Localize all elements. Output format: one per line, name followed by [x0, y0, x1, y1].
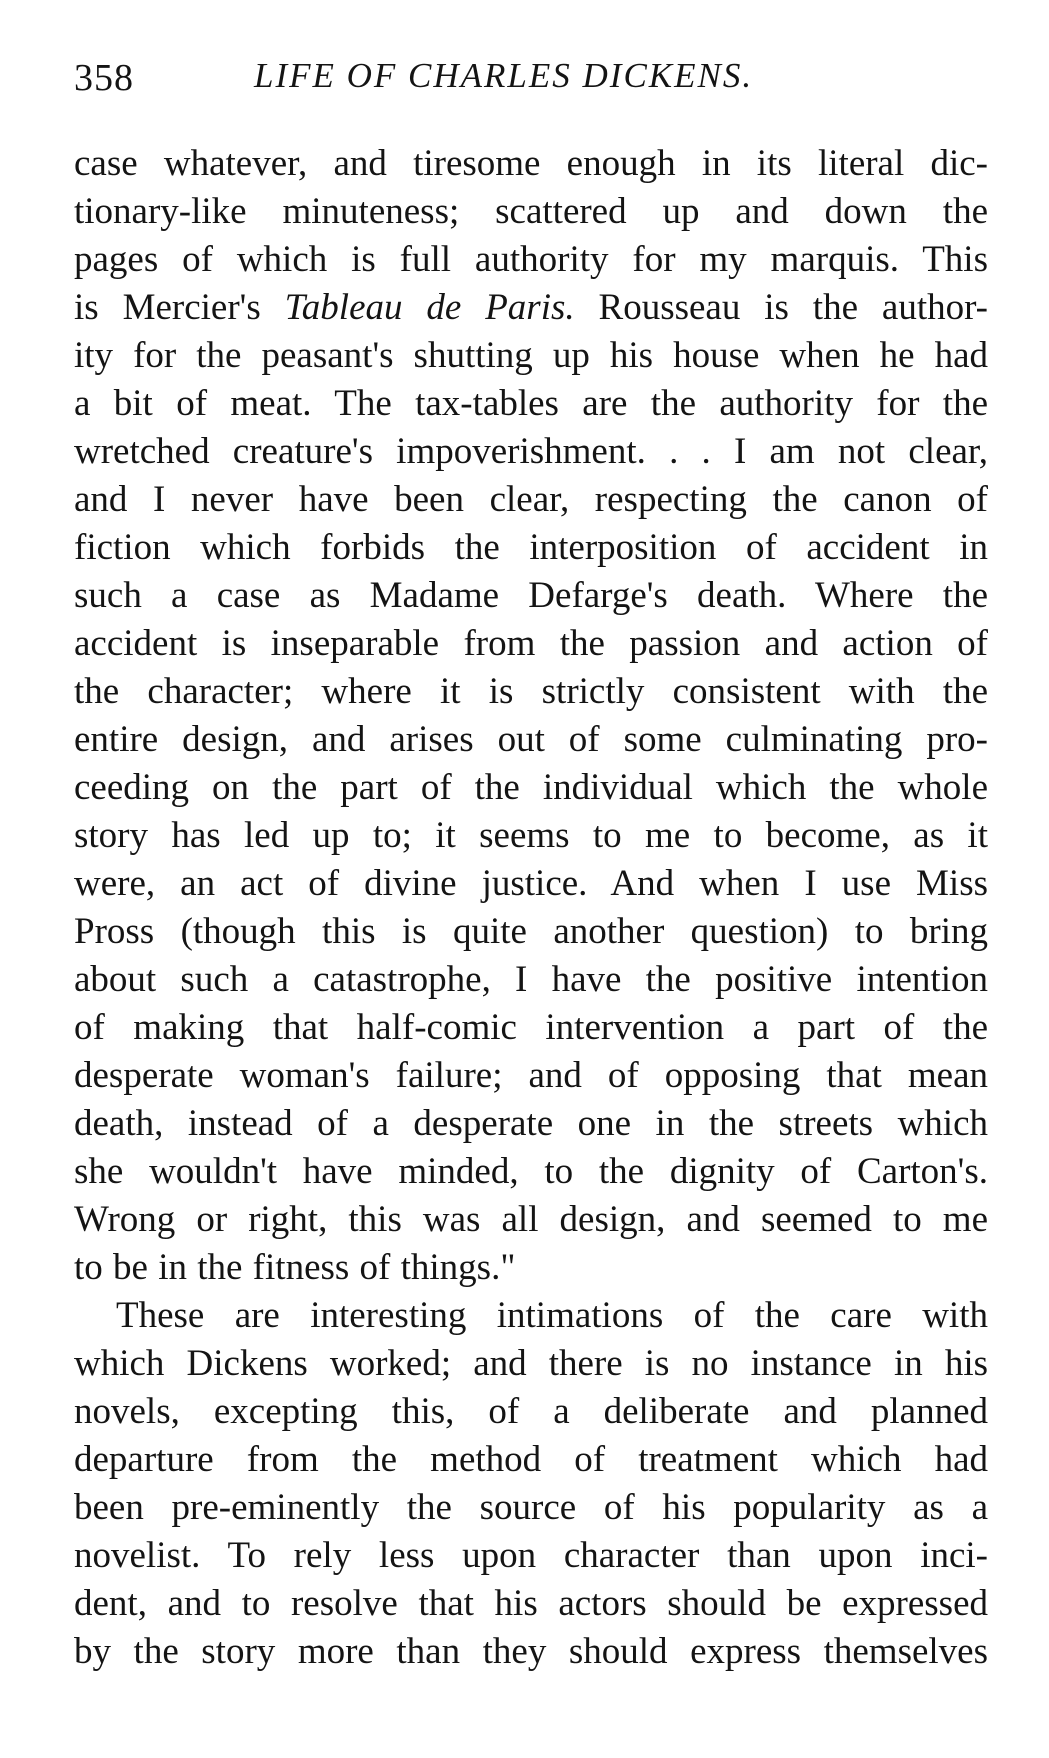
- text-line: and I never have been clear, respecting the canon of: [74, 479, 988, 520]
- text-line: such a case as Madame Defarge's death. Where the: [74, 575, 988, 616]
- text-segment: is Mercier's: [74, 287, 285, 328]
- text-line: a bit of meat. The tax-tables are the authority for the: [74, 383, 988, 424]
- text-line: Wrong or right, this was all design, and seemed to me: [74, 1199, 988, 1240]
- page-header: [74, 56, 994, 104]
- text-line: tionary-like minuteness; scattered up and down the: [74, 191, 988, 232]
- text-segment: Rousseau is the author-: [574, 287, 989, 328]
- text-line: dent, and to resolve that his actors should be expressed: [74, 1583, 988, 1624]
- text-line: about such a catastrophe, I have the positive intention: [74, 959, 988, 1000]
- text-line: wretched creature's impoverishment. . . I am not clear,: [74, 431, 988, 472]
- text-line: novels, excepting this, of a deliberate and planned: [74, 1391, 988, 1432]
- text-line: of making that half-comic intervention a part of the: [74, 1007, 988, 1048]
- text-line: accident is inseparable from the passion and action of: [74, 623, 988, 664]
- text-line: ceeding on the part of the individual which the whole: [74, 767, 988, 808]
- paragraph-1: [74, 140, 988, 1292]
- text-line: by the story more than they should express themselves: [74, 1631, 988, 1672]
- text-line: These are interesting intimations of the care with: [116, 1295, 988, 1336]
- text-line: case whatever, and tiresome enough in its literal dic-: [74, 143, 988, 184]
- text-line: pages of which is full authority for my marquis. This: [74, 239, 988, 280]
- book-title-italic: Tableau de Paris.: [284, 287, 575, 328]
- text-line: she wouldn't have minded, to the dignity of Carton's.: [74, 1151, 988, 1192]
- page-number: 358: [74, 57, 134, 99]
- text-line: to be in the fitness of things.": [74, 1247, 516, 1288]
- body-text: [74, 140, 988, 1676]
- text-line: story has led up to; it seems to me to become, as it: [74, 815, 988, 856]
- running-title: LIFE OF CHARLES DICKENS.: [254, 56, 754, 95]
- text-line: the character; where it is strictly consistent with the: [74, 671, 988, 712]
- text-line: death, instead of a desperate one in the streets which: [74, 1103, 988, 1144]
- text-line: [74, 284, 988, 332]
- text-line: fiction which forbids the interposition of accident in: [74, 527, 988, 568]
- text-line: entire design, and arises out of some culminating pro-: [74, 719, 988, 760]
- text-line: departure from the method of treatment which had: [74, 1439, 988, 1480]
- text-line: been pre-eminently the source of his popularity as a: [74, 1487, 988, 1528]
- text-line: ity for the peasant's shutting up his house when he had: [74, 335, 988, 376]
- text-line: which Dickens worked; and there is no instance in his: [74, 1343, 988, 1384]
- text-line: were, an act of divine justice. And when I use Miss: [74, 863, 988, 904]
- text-line: novelist. To rely less upon character than upon inci-: [74, 1535, 988, 1576]
- text-line: desperate woman's failure; and of opposing that mean: [74, 1055, 988, 1096]
- text-line: Pross (though this is quite another question) to bring: [74, 911, 988, 952]
- paragraph-2: [74, 1292, 988, 1676]
